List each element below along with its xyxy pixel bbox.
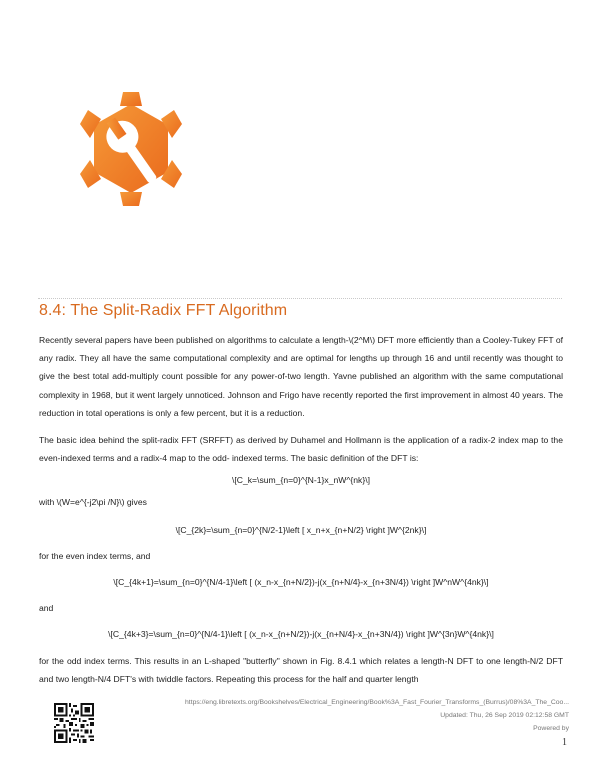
title-divider — [38, 298, 562, 299]
qr-code-icon — [54, 703, 94, 743]
text-and: and — [39, 603, 54, 613]
section-title: 8.4: The Split-Radix FFT Algorithm — [39, 302, 288, 319]
equation-dft: \[C_k=\sum_{n=0}^{N-1}x_nW^{nk}\] — [231, 475, 370, 485]
footer-powered-by: Powered by — [533, 725, 569, 732]
footer-updated-timestamp: Updated: Thu, 26 Sep 2019 02:12:58 GMT — [440, 712, 569, 719]
equation-4k1: \[C_{4k+1}=\sum_{n=0}^{N/4-1}\left [ (x_n-x_{n+N/2})-j(x_{n+N/4}-x_{n+3N/4}) \right ]W^nW^{4nk}\] — [113, 577, 489, 587]
equation-4k3: \[C_{4k+3}=\sum_{n=0}^{N/4-1}\left [ (x_n-x_{n+N/2})-j(x_{n+N/4}-x_{n+3N/4}) \right ]W^{3n}W^{4nk}\] — [108, 629, 494, 639]
basic-idea-paragraph: The basic idea behind the split-radix FFT (SRFFT) as derived by Duhamel and Hollmann is the application of a radix-2 index map to the even-indexed terms and a radix-4 map to the odd- indexed terms. The basic definition of the DFT is: — [39, 435, 563, 464]
page-number: 1 — [562, 737, 567, 748]
odd-index-paragraph: for the odd index terms. This results in an L-shaped "butterfly" shown in Fig. 8.4.1 which relates a length-N DFT to one length-N/2 DFT and two length-N/4 DFT's with twiddle factors. Repeating this process for the half and quarter length — [39, 656, 563, 685]
equation-even: \[C_{2k}=\sum_{n=0}^{N/2-1}\left [ x_n+x_{n+N/2} \right ]W^{2nk}\] — [175, 525, 427, 535]
intro-paragraph: Recently several papers have been published on algorithms to calculate a length-\(2^M\) DFT more efficiently than a Cooley-Tukey FFT of any radix. They all have the same computational complexity and are optimal for lengths up through 16 and until recently was thought to give the best total add-multiply count possible for any power-of-two length. Yavne published an algorithm with the same computational complexity in 1968, but it went largely unnoticed. Johnson and Frigo have recently reported the first improvement in almost 40 years. The reduction in total operations is only a few percent, but it is a reduction. — [39, 335, 563, 418]
text-even-terms: for the even index terms, and — [39, 551, 151, 561]
text-with-w: with \(W=e^{-j2\pi /N}\) gives — [39, 497, 147, 507]
footer-source-url[interactable]: https://eng.libretexts.org/Bookshelves/Electrical_Engineering/Book%3A_Fast_Fourier_Transforms_(Burrus)/08%3A_The_Coo... — [185, 699, 569, 706]
libretexts-logo-icon — [76, 86, 186, 212]
